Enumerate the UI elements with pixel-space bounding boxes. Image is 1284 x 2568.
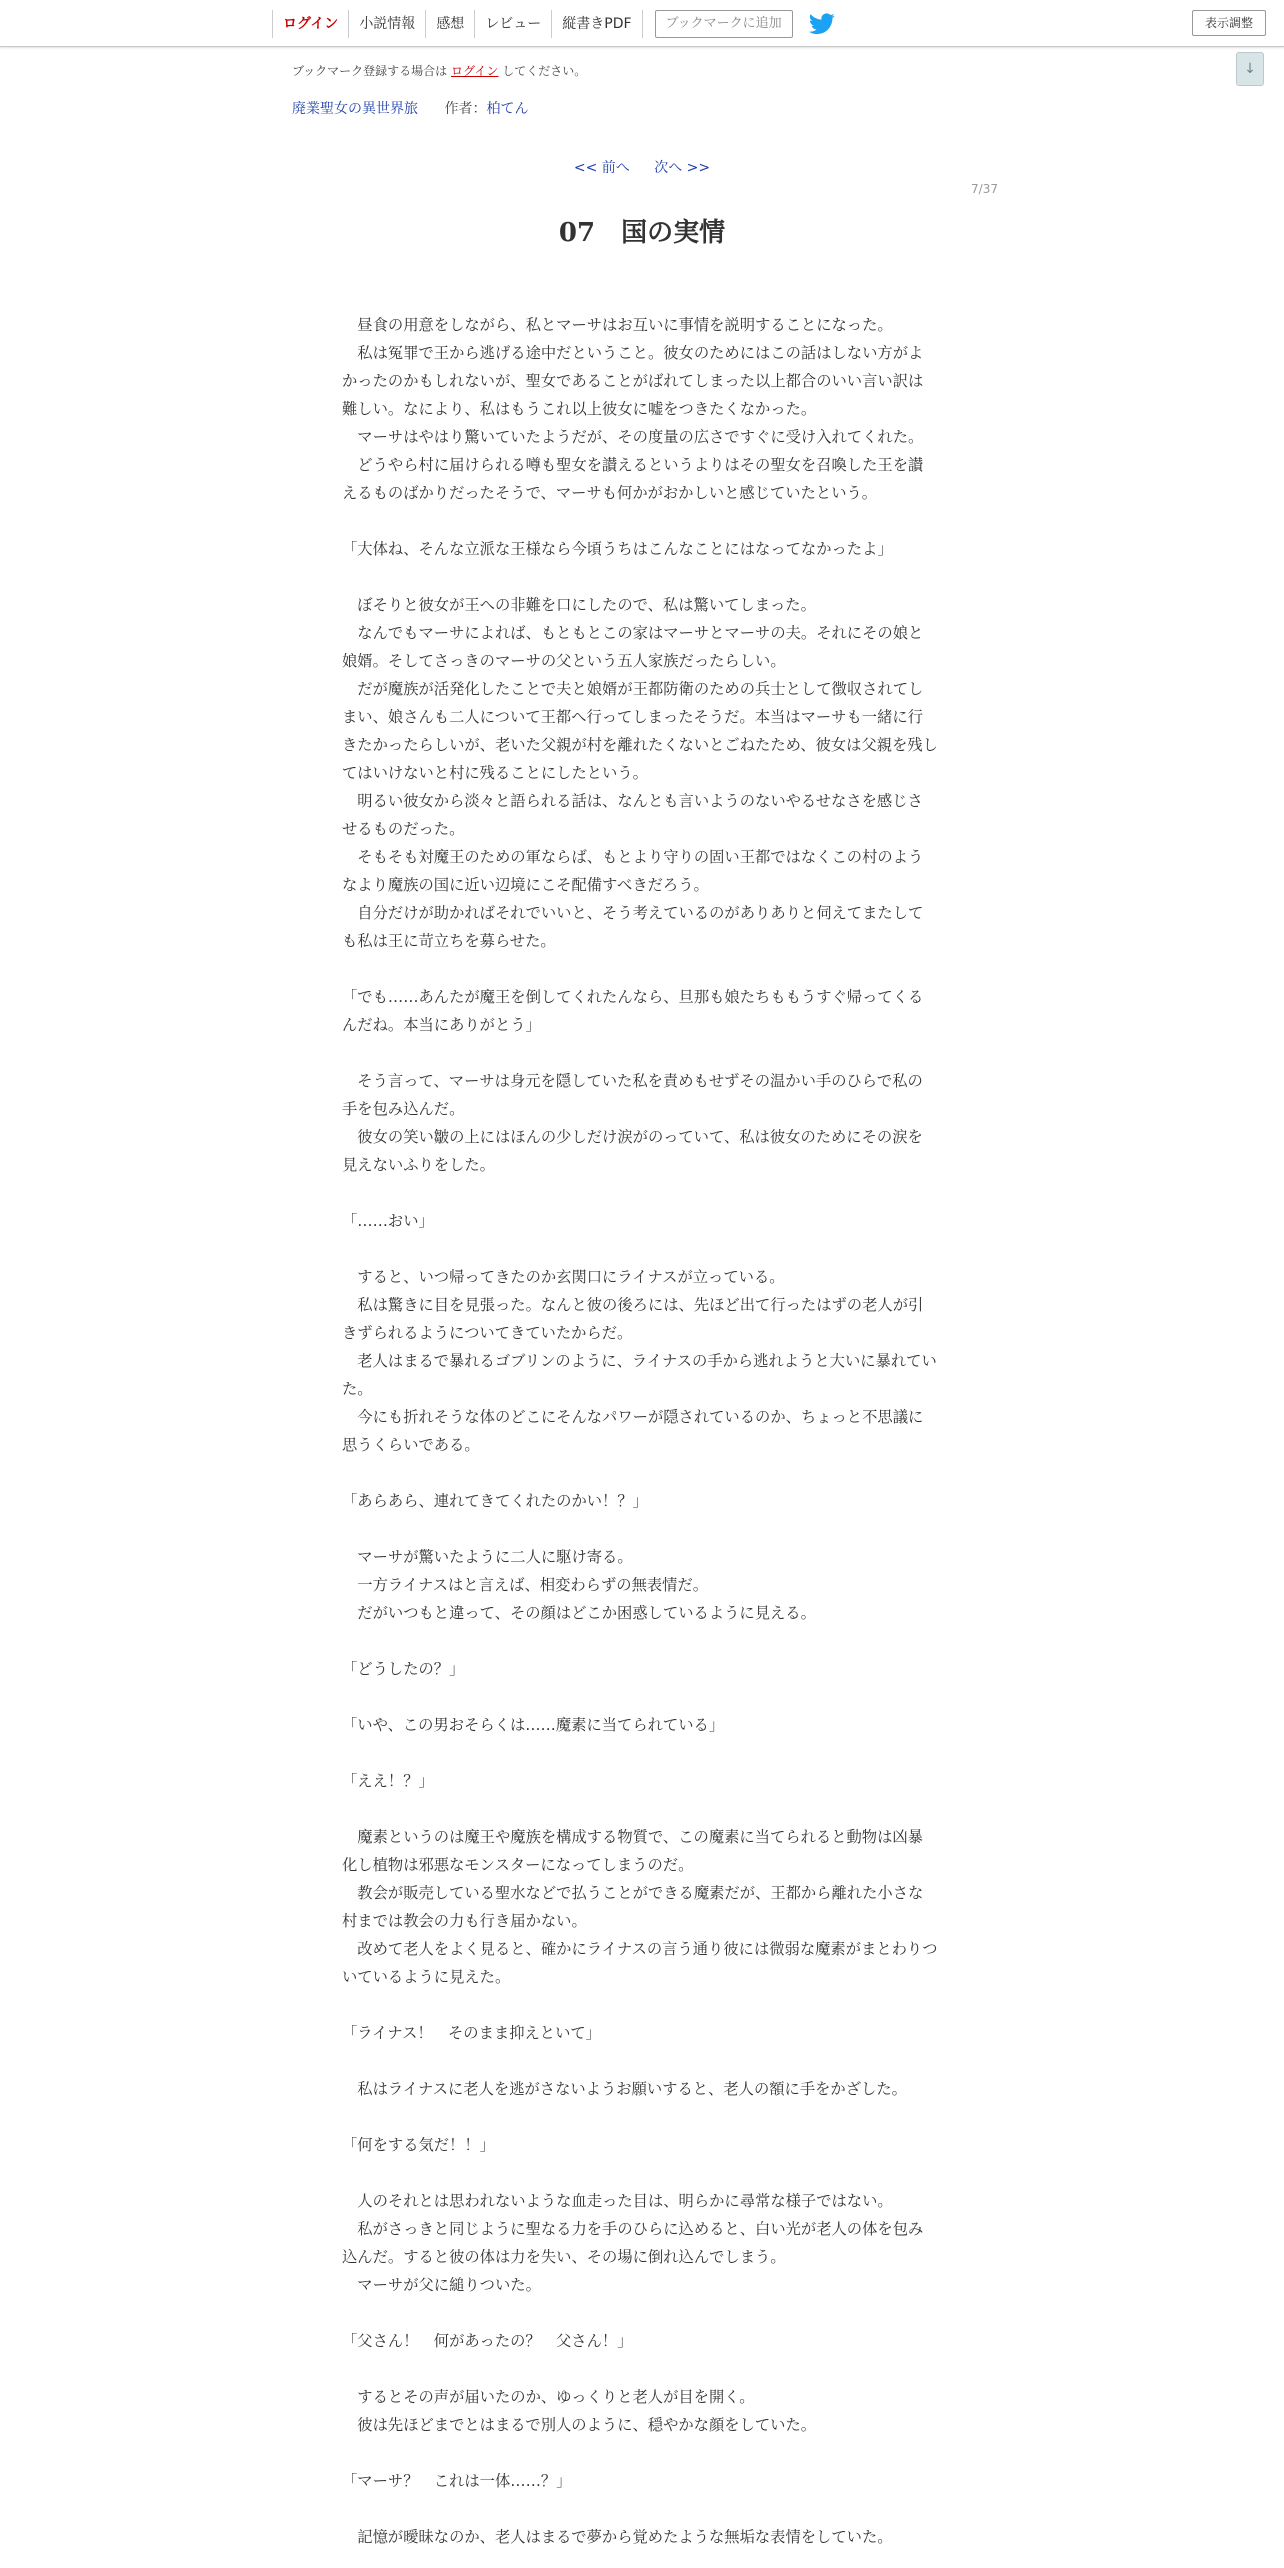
body-paragraph: 「何をする気だ！！」 bbox=[342, 2136, 495, 2154]
nav-vertical-pdf[interactable]: 縦書きPDF bbox=[551, 10, 642, 38]
blank-line bbox=[342, 2495, 938, 2523]
notice-text-after: してください。 bbox=[502, 64, 587, 78]
blank-line bbox=[342, 1235, 938, 1263]
blank-line bbox=[342, 2439, 938, 2467]
blank-line bbox=[342, 2103, 938, 2131]
top-bar bbox=[0, 0, 1284, 47]
novel-title-link[interactable]: 廃業聖女の異世界旅 bbox=[292, 101, 418, 117]
notice-login-link[interactable]: ログイン bbox=[451, 64, 499, 78]
blank-line bbox=[342, 1179, 938, 1207]
body-paragraph: 私はライナスに老人を逃がさないようお願いすると、老人の額に手をかざした。 bbox=[342, 2080, 907, 2098]
body-paragraph: 彼は先ほどまでとはまるで別人のように、穏やかな顔をしていた。 bbox=[342, 2416, 817, 2434]
body-paragraph: 「ライナス！ そのまま抑えといて」 bbox=[342, 2024, 601, 2042]
body-paragraph: マーサが驚いたように二人に駆け寄る。 bbox=[342, 1548, 633, 1566]
body-paragraph: 「父さん！ 何があったの？ 父さん！」 bbox=[342, 2332, 633, 2350]
blank-line bbox=[342, 1515, 938, 1543]
body-paragraph: 人のそれとは思われないような血走った目は、明らかに尋常な様子ではない。 bbox=[342, 2192, 893, 2210]
novel-meta bbox=[292, 98, 528, 118]
body-paragraph: 一方ライナスはと言えば、相変わらずの無表情だ。 bbox=[342, 1576, 709, 1594]
blank-line bbox=[342, 1627, 938, 1655]
body-paragraph: だがいつもと違って、その顔はどこか困惑しているように見える。 bbox=[342, 1604, 816, 1622]
body-paragraph: 私がさっきと同じように聖なる力を手のひらに込めると、白い光が老人の体を包み込んだ。すると彼の体は力を失い、その場に倒れ込んでしまう。 bbox=[342, 2220, 924, 2266]
blank-line bbox=[342, 563, 938, 591]
blank-line bbox=[342, 2159, 938, 2187]
body-paragraph: 自分だけが助かればそれでいいと、そう考えているのがありありと伺えてまたしても私は王に苛立ちを募らせた。 bbox=[342, 904, 924, 950]
twitter-bird-icon[interactable] bbox=[809, 13, 835, 35]
notice-text-before: ブックマーク登録する場合は bbox=[292, 64, 448, 78]
body-paragraph: すると、いつ帰ってきたのか玄関口にライナスが立っている。 bbox=[342, 1268, 785, 1286]
body-paragraph: 「マーサ？ これは一体……？」 bbox=[342, 2472, 572, 2490]
body-paragraph: ぼそりと彼女が王への非難を口にしたので、私は驚いてしまった。 bbox=[342, 596, 816, 614]
nav-novel-info[interactable]: 小説情報 bbox=[348, 10, 425, 38]
nav-review[interactable]: レビュー bbox=[474, 10, 551, 38]
body-paragraph: 彼女の笑い皺の上にはほんの少しだけ涙がのっていて、私は彼女のためにその涙を見えないふりをした。 bbox=[342, 1128, 923, 1174]
blank-line bbox=[342, 1459, 938, 1487]
blank-line bbox=[342, 1991, 938, 2019]
chapter-body bbox=[342, 311, 938, 2551]
prev-chapter-link[interactable]: << 前へ bbox=[573, 160, 630, 176]
display-settings-button[interactable]: 表示調整 bbox=[1192, 10, 1266, 36]
body-paragraph: 「あらあら、連れてきてくれたのかい！？」 bbox=[342, 1492, 648, 1510]
bookmark-notice bbox=[292, 62, 586, 79]
add-bookmark-button[interactable]: ブックマークに追加 bbox=[655, 10, 793, 38]
blank-line bbox=[342, 1739, 938, 1767]
top-nav bbox=[272, 10, 835, 38]
body-paragraph: 私は冤罪で王から逃げる途中だということ。彼女のためにはこの話はしない方がよかったのかもしれないが、聖女であることがばれてしまった以上都合のいい言い訳は難しい。なにより、私はもうこれ以上彼女に嘘をつきたくなかった。 bbox=[342, 344, 924, 418]
body-paragraph: マーサが父に縋りついた。 bbox=[342, 2276, 541, 2294]
body-paragraph: 魔素というのは魔王や魔族を構成する物質で、この魔素に当てられると動物は凶暴化し植物は邪悪なモンスターになってしまうのだ。 bbox=[342, 1828, 923, 1874]
body-paragraph: 今にも折れそうな体のどこにそんなパワーが隠されているのか、ちょっと不思議に思うくらいである。 bbox=[342, 1408, 924, 1454]
blank-line bbox=[342, 2047, 938, 2075]
body-paragraph: するとその声が届いたのか、ゆっくりと老人が目を開く。 bbox=[342, 2388, 755, 2406]
body-paragraph: 「どうしたの？」 bbox=[342, 1660, 465, 1678]
body-paragraph: どうやら村に届けられる噂も聖女を讃えるというよりはその聖女を召喚した王を讃えるものばかりだったそうで、マーサも何かがおかしいと感じていたという。 bbox=[342, 456, 924, 502]
author-label: 作者： bbox=[444, 101, 487, 117]
body-paragraph: 改めて老人をよく見ると、確かにライナスの言う通り彼には微弱な魔素がまとわりついているように見えた。 bbox=[342, 1940, 938, 1986]
nav-login[interactable]: ログイン bbox=[272, 10, 348, 38]
body-paragraph: そう言って、マーサは身元を隠していた私を責めもせずその温かい手のひらで私の手を包み込んだ。 bbox=[342, 1072, 923, 1118]
body-paragraph: 「……おい」 bbox=[342, 1212, 434, 1230]
next-chapter-link[interactable]: 次へ >> bbox=[654, 160, 711, 176]
body-paragraph: 老人はまるで暴れるゴブリンのように、ライナスの手から逃れようと大いに暴れていた。 bbox=[342, 1352, 937, 1398]
body-paragraph: 「ええ！？」 bbox=[342, 1772, 434, 1790]
blank-line bbox=[342, 1039, 938, 1067]
body-paragraph: 教会が販売している聖水などで払うことができる魔素だが、王都から離れた小さな村までは教会の力も行き届かない。 bbox=[342, 1884, 924, 1930]
chapter-title: 07 国の実情 bbox=[558, 218, 726, 248]
scroll-down-button[interactable]: ↓ bbox=[1236, 52, 1264, 86]
nav-impressions[interactable]: 感想 bbox=[425, 10, 474, 38]
body-paragraph: 「いや、この男おそらくは……魔素に当てられている」 bbox=[342, 1716, 725, 1734]
blank-line bbox=[342, 2355, 938, 2383]
body-paragraph: だが魔族が活発化したことで夫と娘婿が王都防衛のための兵士として徴収されてしまい、娘さんも二人について王都へ行ってしまったそうだ。本当はマーサも一緒に行きたかったらしいが、老いた父親が村を離れたくないとごねたため、彼女は父親を残してはいけないと村に残ることにしたという。 bbox=[342, 680, 938, 782]
body-paragraph: 明るい彼女から淡々と語られる話は、なんとも言いようのないやるせなさを感じさせるものだった。 bbox=[342, 792, 923, 838]
body-paragraph: 「大体ね、そんな立派な王様なら今頃うちはこんなことにはなってなかったよ」 bbox=[342, 540, 893, 558]
body-paragraph: 昼食の用意をしながら、私とマーサはお互いに事情を説明することになった。 bbox=[342, 316, 893, 334]
blank-line bbox=[342, 507, 938, 535]
body-paragraph: なんでもマーサによれば、もともとこの家はマーサとマーサの夫。それにその娘と娘婿。そしてさっきのマーサの父という五人家族だったらしい。 bbox=[342, 624, 924, 670]
blank-line bbox=[342, 1795, 938, 1823]
body-paragraph: 私は驚きに目を見張った。なんと彼の後ろには、先ほど出て行ったはずの老人が引きずられるようについてきていたからだ。 bbox=[342, 1296, 924, 1342]
author-name: 柏てん bbox=[486, 101, 529, 117]
blank-line bbox=[342, 2299, 938, 2327]
blank-line bbox=[342, 1683, 938, 1711]
blank-line bbox=[342, 955, 938, 983]
body-paragraph: マーサはやはり驚いていたようだが、その度量の広さですぐに受け入れてくれた。 bbox=[342, 428, 924, 446]
chapter-count: 7/37 bbox=[971, 182, 998, 196]
body-paragraph: 記憶が曖昧なのか、老人はまるで夢から覚めたような無垢な表情をしていた。 bbox=[342, 2528, 893, 2546]
chapter-pager bbox=[0, 157, 1284, 177]
body-paragraph: 「でも……あんたが魔王を倒してくれたんなら、旦那も娘たちももうすぐ帰ってくるんだね。本当にありがとう」 bbox=[342, 988, 924, 1034]
body-paragraph: そもそも対魔王のための軍ならば、もとより守りの固い王都ではなくこの村のようなより魔族の国に近い辺境にこそ配備すべきだろう。 bbox=[342, 848, 924, 894]
